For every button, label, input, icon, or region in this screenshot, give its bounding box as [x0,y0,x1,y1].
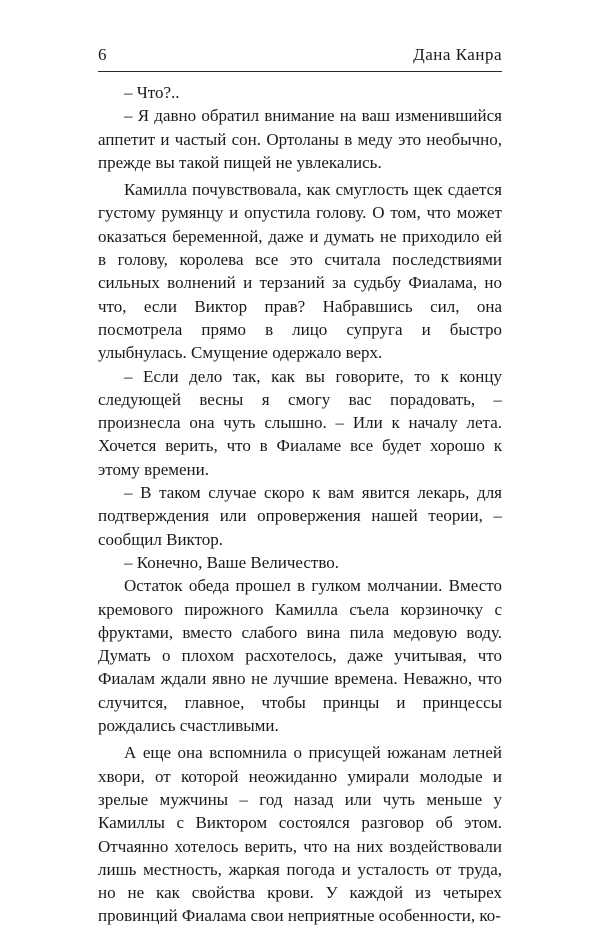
paragraph: – Что?.. [124,83,180,102]
page-number: 6 [98,45,107,64]
running-title: Дана Канра [413,45,502,64]
paragraph: А еще она вспомнила о присущей южанам летней хвори, от которой неожиданно умирали молодые и зрелые мужчины – год назад или чуть меньше у Камиллы с Виктором состоялся разговор об этом. Отчаянно хотелось верить, что на них воздействовали лишь местность, жаркая погода и усталость от труда, но не как свойства крови. У каждой из четырех провинций Фиалама свои неприятные особенности, ко- [98,743,502,926]
paragraph: Остаток обеда прошел в гулком молчании. Вместо кремового пирожного Камилла съела корзиночку с фруктами, вместо слабого вина пила медовую воду. Думать о плохом расхотелось, даже учитывая, что Фиалам ждали явно не лучшие времена. Неважно, что случится, главное, чтобы принцы и принцессы рождались счастливыми. [98,576,502,736]
page-header [98,44,502,66]
paragraph: – Если дело так, как вы говорите, то к концу следующей весны я смогу вас порадовать, – произнесла она чуть слышно. – Или к началу лета. Хочется верить, что в Фиаламе все будет хорошо к этому времени. [98,366,502,479]
body-text [98,81,502,928]
paragraph: – В таком случае скоро к вам явится лекарь, для подтверждения или опровержения нашей теории, – сообщил Виктор. [98,483,502,549]
paragraph: – Конечно, Ваше Величество. [124,552,339,572]
header-rule [98,71,502,72]
paragraph: Камилла почувствовала, как смуглость щек сдается густому румянцу и опустила голову. О том, что может оказаться беременной, даже и думать не приходило ей в голову, королева все это считала последствиями сильных волнений и терзаний за судьбу Фиалама, но что, если Виктор прав? Набравшись сил, она посмотрела прямо в лицо супруга и быстро улыбнулась. Смущение одержало верх. [98,180,502,363]
paragraph: – Я давно обратил внимание на ваш изменившийся аппетит и частый сон. Ортоланы в меду это необычно, прежде вы такой пищей не увлекались. [98,106,502,172]
